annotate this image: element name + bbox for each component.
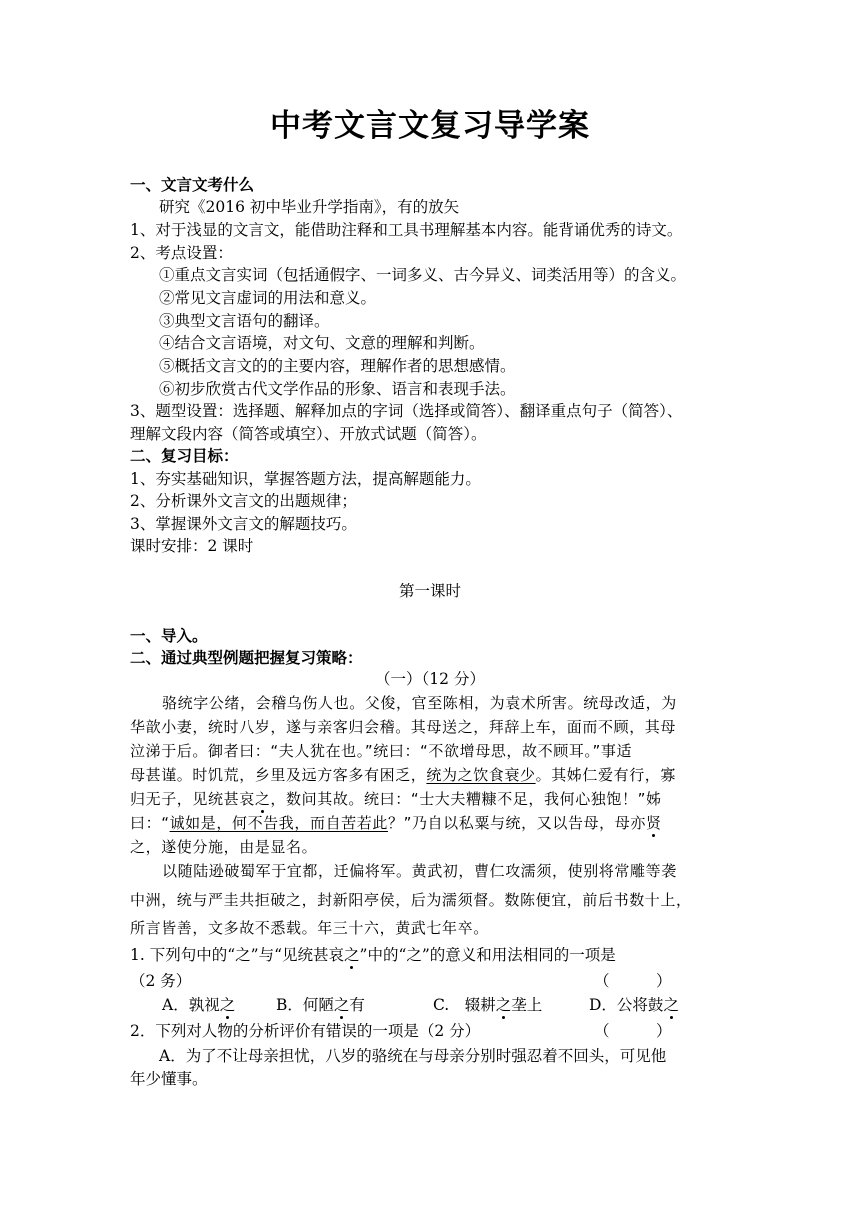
passage-line: 中洲，统与严圭共拒破之，封新阳亭侯，后为濡须督。数陈便宜，前后书数十上，: [130, 891, 692, 909]
question-text: 1. 下列句中的“之”与“见统甚哀: [130, 946, 344, 964]
option-b[interactable]: [276, 994, 365, 1016]
underlined-sentence: 诚如是，何不告我，而自苦若此: [169, 814, 388, 832]
dotted-character: 之: [495, 996, 512, 1014]
goal-item: 1、夯实基础知识，掌握答题方法，提高解题能力。: [130, 470, 481, 488]
exam-point: ⑤概括文言文的的主要内容，理解作者的思想感情。: [159, 357, 516, 375]
question-text: ”中的“之”的意义和用法相同的一项是: [359, 946, 616, 964]
exam-point: ②常见文言虚词的用法和意义。: [159, 289, 377, 307]
passage-subheading: （一）（12 分）: [375, 670, 485, 688]
schedule-text: 课时安排：2 课时: [130, 537, 254, 555]
exam-point: ①重点文言实词（包括通假字、一词多义、古今异义、词类活用等）的含义。: [159, 266, 687, 284]
option-text: 有: [349, 996, 365, 1014]
option-a[interactable]: [162, 994, 235, 1016]
section-1-item-3-cont: 理解文段内容（简答或填空）、开放式试题（简答）。: [130, 425, 487, 443]
option-text: A．孰视: [162, 996, 220, 1014]
passage-text: 。其姊仁爱有行，寡: [535, 766, 677, 784]
section-1-item-1: 1、对于浅显的文言文，能借助注释和工具书理解基本内容。能背诵优秀的诗文。: [130, 221, 683, 239]
passage-text: 母甚谨。时饥荒，乡里及远方客多有困乏，: [130, 766, 427, 784]
passage-text: 曰：“: [130, 814, 170, 832]
passage-line: 以随陆逊破蜀军于宜都，迁偏将军。黄武初，曹仁攻濡须，使别将常雕等袭: [162, 862, 677, 880]
section-2-heading: 二、复习目标：: [130, 446, 239, 465]
passage-text: 归无子，见统甚哀: [130, 790, 255, 808]
option-d[interactable]: [589, 994, 679, 1016]
option-text: C. 辍耕: [433, 996, 496, 1014]
section-4-heading: 二、通过典型例题把握复习策略：: [130, 648, 363, 667]
lesson-heading: 第一课时: [398, 582, 461, 600]
exam-point: ③典型文言语句的翻译。: [159, 312, 330, 330]
dotted-character: 之: [344, 946, 360, 964]
section-1-item-3: 3、题型设置：选择题、解释加点的字词（选择或简答）、翻译重点句子（简答）、: [130, 402, 683, 420]
exam-point: ⑥初步欣赏古代文学作品的形象、语言和表现手法。: [159, 380, 516, 398]
question-1-stem: [130, 944, 740, 966]
section-1-item-2: 2、考点设置：: [130, 244, 233, 262]
dotted-character: 之: [333, 996, 350, 1014]
goal-item: 2、分析课外文言文的出题规律；: [130, 492, 357, 510]
answer-blank[interactable]: （ ）: [594, 1022, 672, 1040]
passage-line: 之，遂使分施，由是显名。: [130, 838, 318, 856]
passage-text: ？”乃自以私粟与统，又以告母，母亦: [387, 814, 646, 832]
question-1-points: （2 务）: [130, 972, 192, 990]
page-title: 中考文言文复习导学案: [270, 108, 590, 144]
passage-line: [130, 812, 740, 834]
dotted-character: 之: [663, 996, 679, 1014]
passage-line: 骆统字公绪，会稽乌伤人也。父俊，官至陈相，为袁术所害。统母改适，为: [162, 694, 677, 712]
question-2-stem: 2．下列对人物的分析评价有错误的一项是（2 分）: [130, 1022, 481, 1040]
option-text: B．何陋: [276, 996, 334, 1014]
passage-line: [130, 788, 740, 810]
exam-point: ④结合文言语境，对文句、文意的理解和判断。: [159, 334, 485, 352]
section-3-heading: 一、导入。: [130, 626, 208, 645]
option-c[interactable]: [433, 994, 542, 1016]
dotted-character: 之: [254, 790, 271, 808]
passage-line: 泣涕于后。御者曰：“夫人犹在也。”统曰：“不欲增母思，故不顾耳。”事适: [130, 742, 633, 760]
goal-item: 3、掌握课外文言文的解题技巧。: [130, 515, 357, 533]
underlined-sentence: 统为之饮食衰少: [426, 766, 536, 784]
option-a-line-cont: 年少懂事。: [130, 1070, 208, 1088]
option-a-line: A．为了不让母亲担忧，八岁的骆统在与母亲分别时强忍着不回头，可见他: [159, 1047, 667, 1065]
answer-blank[interactable]: （ ）: [594, 972, 672, 990]
passage-line: [130, 764, 740, 786]
dotted-character: 之: [219, 996, 236, 1014]
section-1-heading: 一、文言文考什么: [130, 175, 255, 194]
passage-text: ，数问其故。统曰：“士大夫糟糠不足，我何心独饱！”姊: [270, 790, 662, 808]
passage-line: 所言皆善，文多故不悉载。年三十六，黄武七年卒。: [130, 919, 489, 937]
section-1-intro: 研究《2016 初中毕业升学指南》，有的放矢: [159, 198, 460, 216]
passage-line: 华歆小妻，统时八岁，遂与亲客归会稽。其母送之，拜辞上车，面而不顾，其母: [130, 718, 677, 736]
dotted-character: 贤: [645, 814, 662, 832]
option-text: D．公将鼓: [589, 996, 664, 1014]
option-text: 垄上: [511, 996, 543, 1014]
